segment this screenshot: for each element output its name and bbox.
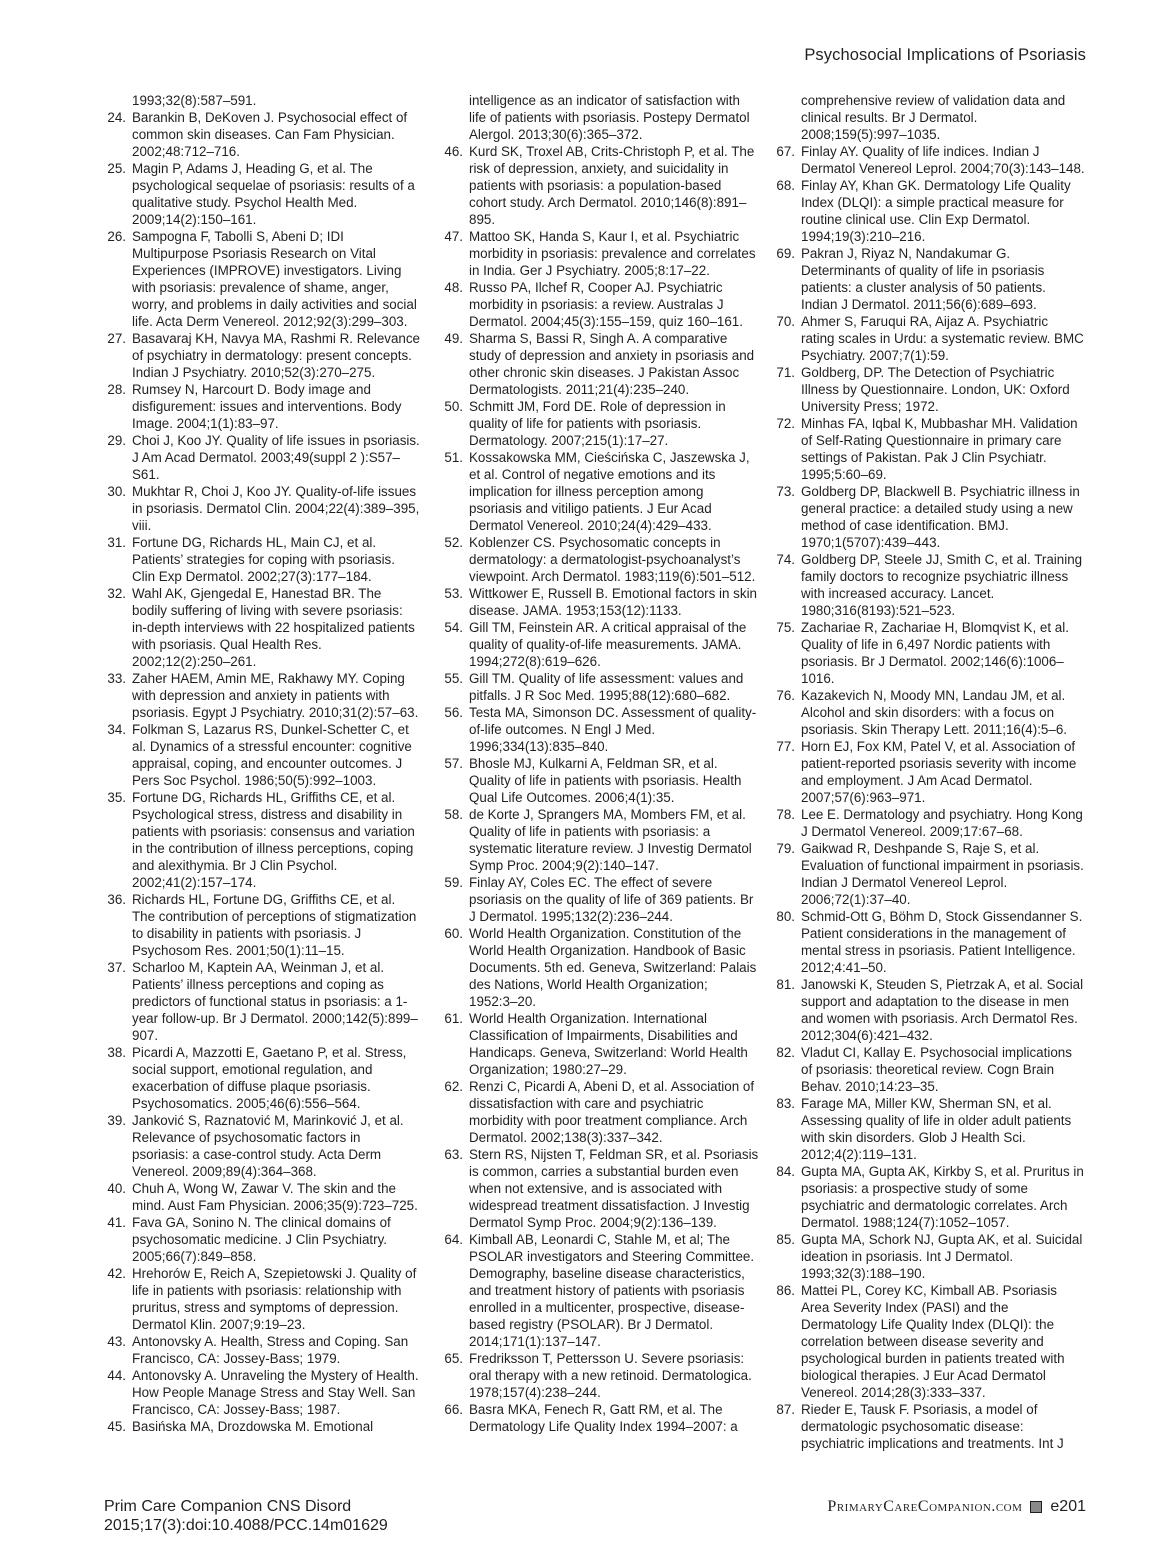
reference-number: 49.	[444, 331, 463, 346]
reference-item	[441, 1231, 759, 1350]
reference-number: 25.	[107, 161, 126, 176]
reference-item	[104, 789, 420, 891]
reference-item	[773, 1401, 1085, 1452]
reference-number: 45.	[107, 1419, 126, 1434]
reference-text: Chuh A, Wong W, Zawar V. The skin and the mind. Aust Fam Physician. 2006;35(9):723–725.	[132, 1181, 418, 1213]
reference-number: 83.	[776, 1096, 795, 1111]
reference-number: 74.	[776, 552, 795, 567]
reference-item	[773, 1231, 1085, 1282]
reference-number: 39.	[107, 1113, 126, 1128]
reference-text: Finlay AY, Khan GK. Dermatology Life Quality Index (DLQI): a simple practical measure for routine clinical use. Clin Exp Dermatol. 1994;19(3):210–216.	[801, 178, 1071, 244]
reference-text: Ahmer S, Faruqui RA, Aijaz A. Psychiatric rating scales in Urdu: a systematic review. BMC Psychiatry. 2007;7(1):59.	[801, 314, 1084, 363]
reference-text: Wittkower E, Russell B. Emotional factors in skin disease. JAMA. 1953;153(12):1133.	[469, 586, 757, 618]
reference-text: Richards HL, Fortune DG, Griffiths CE, et al. The contribution of perceptions of stigmatization to disability in patients with psoriasis. J Psychosom Res. 2001;50(1):11–15.	[132, 892, 417, 958]
reference-item	[441, 585, 759, 619]
reference-number: 37.	[107, 960, 126, 975]
reference-text: World Health Organization. Constitution of the World Health Organization. Handbook of Basic Documents. 5th ed. Geneva, Switzerland: Palais des Nations, World Health Organization; 1952:3–20.	[469, 926, 757, 1009]
reference-item	[104, 109, 420, 160]
reference-text: 1993;32(8):587–591.	[132, 93, 257, 108]
references-column-1	[104, 92, 420, 1435]
reference-text: World Health Organization. International Classification of Impairments, Disabilities and Handicaps. Geneva, Switzerland: World Health Organization; 1980:27–29.	[469, 1011, 748, 1077]
reference-item	[441, 755, 759, 806]
reference-text: Fortune DG, Richards HL, Main CJ, et al. Patients’ strategies for coping with psoriasis. Clin Exp Dermatol. 2002;27(3):177–184.	[132, 535, 395, 584]
reference-text: Kossakowska MM, Cieścińska C, Jaszewska J, et al. Control of negative emotions and its implication for illness perception among psoriasis and vitiligo patients. J Eur Acad Dermatol Venereol. 2010;24(4):429–433.	[469, 450, 750, 533]
reference-item	[773, 245, 1085, 313]
reference-item	[104, 1214, 420, 1265]
reference-number: 42.	[107, 1266, 126, 1281]
reference-item	[441, 1078, 759, 1146]
reference-text: Stern RS, Nijsten T, Feldman SR, et al. Psoriasis is common, carries a substantial burden even when not extensive, and is associated with widespread treatment dissatisfaction. J Investig Dermatol Symp Proc. 2004;9(2):136–139.	[469, 1147, 759, 1230]
reference-item	[773, 738, 1085, 806]
reference-number: 68.	[776, 178, 795, 193]
reference-item	[104, 228, 420, 330]
reference-text: Mattoo SK, Handa S, Kaur I, et al. Psychiatric morbidity in psoriasis: prevalence and correlates in India. Ger J Psychiatry. 2005;8:17–22.	[469, 229, 756, 278]
reference-item	[441, 92, 759, 143]
reference-item	[441, 1350, 759, 1401]
reference-text: Vladut CI, Kallay E. Psychosocial implications of psoriasis: theoretical review. Cogn Brain Behav. 2010;14:23–35.	[801, 1045, 1072, 1094]
reference-text: Mattei PL, Corey KC, Kimball AB. Psoriasis Area Severity Index (PASI) and the Dermatology Life Quality Index (DLQI): the correlation between disease severity and psychological burden in patients treated with biological therapies. J Eur Acad Dermatol Venereol. 2014;28(3):333–337.	[801, 1283, 1065, 1400]
reference-item	[104, 959, 420, 1044]
reference-text: Kazakevich N, Moody MN, Landau JM, et al. Alcohol and skin disorders: with a focus on psoriasis. Skin Therapy Lett. 2011;16(4):5–6.	[801, 688, 1067, 737]
reference-item	[773, 619, 1085, 687]
reference-number: 32.	[107, 586, 126, 601]
reference-text: Janković S, Raznatović M, Marinković J, et al. Relevance of psychosomatic factors in psoriasis: a case-control study. Acta Derm Venereol. 2009;89(4):364–368.	[132, 1113, 404, 1179]
reference-item	[441, 449, 759, 534]
reference-number: 28.	[107, 382, 126, 397]
reference-item	[441, 806, 759, 874]
reference-text: Horn EJ, Fox KM, Patel V, et al. Association of patient-reported psoriasis severity with income and employment. J Am Acad Dermatol. 2007;57(6):963–971.	[801, 739, 1077, 805]
reference-text: Pakran J, Riyaz N, Nandakumar G. Determinants of quality of life in psoriasis patients: a cluster analysis of 50 patients. Indian J Dermatol. 2011;56(6):689–693.	[801, 246, 1046, 312]
reference-item	[773, 92, 1085, 143]
reference-number: 43.	[107, 1334, 126, 1349]
reference-text: intelligence as an indicator of satisfaction with life of patients with psoriasis. Postepy Dermatol Alergol. 2013;30(6):365–372.	[469, 93, 750, 142]
reference-number: 67.	[776, 144, 795, 159]
reference-item	[104, 1418, 420, 1435]
reference-item	[441, 704, 759, 755]
journal-citation: 2015;17(3):doi:10.4088/PCC.14m01629	[104, 1517, 388, 1534]
reference-item	[773, 177, 1085, 245]
reference-item	[104, 534, 420, 585]
reference-item	[773, 806, 1085, 840]
reference-number: 72.	[776, 416, 795, 431]
reference-text: comprehensive review of validation data and clinical results. Br J Dermatol. 2008;159(5):997–1035.	[801, 93, 1066, 142]
reference-text: Gaikwad R, Deshpande S, Raje S, et al. Evaluation of functional impairment in psoriasis. Indian J Dermatol Venereol Leprol. 2006;72(1):37–40.	[801, 841, 1084, 907]
reference-number: 40.	[107, 1181, 126, 1196]
reference-number: 58.	[444, 807, 463, 822]
reference-item	[773, 840, 1085, 908]
reference-text: Sharma S, Bassi R, Singh A. A comparative study of depression and anxiety in psoriasis and other chronic skin diseases. J Pakistan Assoc Dermatologists. 2011;21(4):235–240.	[469, 331, 755, 397]
reference-number: 81.	[776, 977, 795, 992]
reference-item	[773, 483, 1085, 551]
reference-item	[104, 1265, 420, 1333]
reference-number: 69.	[776, 246, 795, 261]
reference-text: Basra MKA, Fenech R, Gatt RM, et al. The Dermatology Life Quality Index 1994–2007: a	[469, 1402, 738, 1434]
reference-number: 53.	[444, 586, 463, 601]
reference-text: Goldberg DP, Blackwell B. Psychiatric illness in general practice: a detailed study using a new method of case identification. BMJ. 1970;1(5707):439–443.	[801, 484, 1080, 550]
reference-text: Gill TM, Feinstein AR. A critical appraisal of the quality of quality-of-life measurements. JAMA. 1994;272(8):619–626.	[469, 620, 747, 669]
reference-text: Gupta MA, Gupta AK, Kirkby S, et al. Pruritus in psoriasis: a prospective study of some psychiatric and dermatologic correlates. Arch Dermatol. 1988;124(7):1052–1057.	[801, 1164, 1084, 1230]
reference-text: Antonovsky A. Health, Stress and Coping. San Francisco, CA: Jossey-Bass; 1979.	[132, 1334, 409, 1366]
reference-item	[441, 279, 759, 330]
reference-text: Scharloo M, Kaptein AA, Weinman J, et al. Patients’ illness perceptions and coping as predictors of functional status in psoriasis: a 1-year follow-up. Br J Dermatol. 2000;142(5):899–907.	[132, 960, 418, 1043]
references-column-2	[441, 92, 759, 1435]
reference-text: Gill TM. Quality of life assessment: values and pitfalls. J R Soc Med. 1995;88(12):680–682.	[469, 671, 744, 703]
reference-number: 31.	[107, 535, 126, 550]
reference-item	[441, 228, 759, 279]
reference-item	[104, 585, 420, 670]
reference-text: Picardi A, Mazzotti E, Gaetano P, et al. Stress, social support, emotional regulation, and exacerbation of diffuse plaque psoriasis. Psychosomatics. 2005;46(6):556–564.	[132, 1045, 407, 1111]
reference-text: Russo PA, Ilchef R, Cooper AJ. Psychiatric morbidity in psoriasis: a review. Australas J Dermatol. 2004;45(3):155–159, quiz 160–161.	[469, 280, 743, 329]
reference-text: Zaher HAEM, Amin ME, Rakhawy MY. Coping with depression and anxiety in patients with psoriasis. Egypt J Psychiatry. 2010;31(2):57–63.	[132, 671, 419, 720]
reference-text: Choi J, Koo JY. Quality of life issues in psoriasis. J Am Acad Dermatol. 2003;49(suppl 2 ):S57–S61.	[132, 433, 420, 482]
reference-number: 75.	[776, 620, 795, 635]
reference-item	[104, 891, 420, 959]
reference-item	[773, 976, 1085, 1044]
reference-number: 36.	[107, 892, 126, 907]
reference-number: 44.	[107, 1368, 126, 1383]
reference-item	[104, 1367, 420, 1418]
reference-number: 27.	[107, 331, 126, 346]
reference-number: 77.	[776, 739, 795, 754]
reference-text: Finlay AY. Quality of life indices. Indian J Dermatol Venereol Leprol. 2004;70(3):143–148.	[801, 144, 1085, 176]
reference-text: Goldberg DP, Steele JJ, Smith C, et al. Training family doctors to recognize psychiatric illness with increased accuracy. Lancet. 1980;316(8193):521–523.	[801, 552, 1083, 618]
reference-number: 71.	[776, 365, 795, 380]
reference-text: Kurd SK, Troxel AB, Crits-Christoph P, et al. The risk of depression, anxiety, and suicidality in patients with psoriasis: a population-based cohort study. Arch Dermatol. 2010;146(8):891–895.	[469, 144, 755, 227]
reference-number: 54.	[444, 620, 463, 635]
reference-item	[773, 415, 1085, 483]
reference-number: 46.	[444, 144, 463, 159]
reference-text: de Korte J, Sprangers MA, Mombers FM, et al. Quality of life in patients with psoriasis: a systematic literature review. J Investig Dermatol Symp Proc. 2004;9(2):140–147.	[469, 807, 752, 873]
reference-text: Rumsey N, Harcourt D. Body image and disfigurement: issues and interventions. Body Image. 2004;1(1):83–97.	[132, 382, 402, 431]
reference-number: 85.	[776, 1232, 795, 1247]
reference-number: 29.	[107, 433, 126, 448]
reference-number: 82.	[776, 1045, 795, 1060]
reference-number: 73.	[776, 484, 795, 499]
reference-number: 47.	[444, 229, 463, 244]
reference-text: Zachariae R, Zachariae H, Blomqvist K, et al. Quality of life in 6,497 Nordic patients with psoriasis. Br J Dermatol. 2002;146(6):1006–1016.	[801, 620, 1069, 686]
reference-item	[773, 687, 1085, 738]
reference-item	[104, 670, 420, 721]
reference-item	[773, 1163, 1085, 1231]
reference-number: 35.	[107, 790, 126, 805]
page-number: e201	[1050, 1498, 1086, 1515]
reference-item	[441, 398, 759, 449]
reference-item	[104, 483, 420, 534]
reference-number: 66.	[444, 1402, 463, 1417]
reference-number: 52.	[444, 535, 463, 550]
reference-number: 60.	[444, 926, 463, 941]
reference-number: 56.	[444, 705, 463, 720]
reference-number: 55.	[444, 671, 463, 686]
reference-item	[441, 330, 759, 398]
reference-text: Wahl AK, Gjengedal E, Hanestad BR. The bodily suffering of living with severe psoriasis: in-depth interviews with 22 hospitalized patients with psoriasis. Qual Health Res. 2002;12(2):250–261.	[132, 586, 415, 669]
reference-number: 84.	[776, 1164, 795, 1179]
reference-number: 80.	[776, 909, 795, 924]
reference-item	[441, 1146, 759, 1231]
reference-item	[441, 619, 759, 670]
reference-text: Farage MA, Miller KW, Sherman SN, et al. Assessing quality of life in older adult patients with skin disorders. Glob J Health Sci. 2012;4(2):119–131.	[801, 1096, 1072, 1162]
reference-item	[104, 92, 420, 109]
reference-item	[441, 1401, 759, 1435]
reference-text: Fortune DG, Richards HL, Griffiths CE, et al. Psychological stress, distress and disability in patients with psoriasis: consensus and variation in the contribution of illness perceptions, coping and alexithymia. Br J Clin Psychol. 2002;41(2):157–174.	[132, 790, 415, 890]
reference-text: Finlay AY, Coles EC. The effect of severe psoriasis on the quality of life of 369 patients. Br J Dermatol. 1995;132(2):236–244.	[469, 875, 754, 924]
reference-number: 33.	[107, 671, 126, 686]
reference-item	[773, 908, 1085, 976]
reference-text: Goldberg, DP. The Detection of Psychiatric Illness by Questionnaire. London, UK: Oxford University Press; 1972.	[801, 365, 1070, 414]
journal-name: Prim Care Companion CNS Disord	[104, 1498, 352, 1515]
reference-item	[104, 721, 420, 789]
site-link[interactable]: PrimaryCareCompanion.com	[827, 1498, 1023, 1515]
reference-number: 86.	[776, 1283, 795, 1298]
reference-item	[773, 1282, 1085, 1401]
reference-item	[441, 925, 759, 1010]
reference-item	[104, 330, 420, 381]
reference-number: 76.	[776, 688, 795, 703]
reference-text: Janowski K, Steuden S, Pietrzak A, et al. Social support and adaptation to the disease in men and women with psoriasis. Arch Dermatol Res. 2012;304(6):421–432.	[801, 977, 1084, 1043]
reference-text: Antonovsky A. Unraveling the Mystery of Health. How People Manage Stress and Stay Well. San Francisco, CA: Jossey-Bass; 1987.	[132, 1368, 419, 1417]
reference-item	[773, 313, 1085, 364]
reference-number: 38.	[107, 1045, 126, 1060]
reference-item	[104, 381, 420, 432]
reference-text: Rieder E, Tausk F. Psoriasis, a model of dermatologic psychosomatic disease: psychiatric implications and treatments. Int J	[801, 1402, 1064, 1451]
reference-text: Hrehorów E, Reich A, Szepietowski J. Quality of life in patients with psoriasis: relationship with pruritus, stress and symptoms of depression. Dermatol Klin. 2007;9:19–23.	[132, 1266, 417, 1332]
reference-text: Mukhtar R, Choi J, Koo JY. Quality-of-life issues in psoriasis. Dermatol Clin. 2004;22(4):389–395, viii.	[132, 484, 420, 533]
reference-item	[104, 1112, 420, 1180]
reference-number: 59.	[444, 875, 463, 890]
running-title: Psychosocial Implications of Psoriasis	[804, 46, 1086, 64]
reference-number: 34.	[107, 722, 126, 737]
reference-item	[104, 1044, 420, 1112]
reference-text: Minhas FA, Iqbal K, Mubbashar MH. Validation of Self-Rating Questionnaire in primary care settings of Pakistan. Pak J Clin Psychiatr. 1995;5:60–69.	[801, 416, 1078, 482]
reference-text: Gupta MA, Schork NJ, Gupta AK, et al. Suicidal ideation in psoriasis. Int J Dermatol. 1993;32(3):188–190.	[801, 1232, 1083, 1281]
square-icon	[1030, 1501, 1042, 1513]
reference-text: Renzi C, Picardi A, Abeni D, et al. Association of dissatisfaction with care and psychiatric morbidity with poor treatment compliance. Arch Dermatol. 2002;138(3):337–342.	[469, 1079, 755, 1145]
reference-text: Sampogna F, Tabolli S, Abeni D; IDI Multipurpose Psoriasis Research on Vital Experiences (IMPROVE) investigators. Living with psoriasis: prevalence of shame, anger, worry, and problems in daily activities and social life. Acta Derm Venereol. 2012;92(3):299–303.	[132, 229, 417, 329]
reference-number: 57.	[444, 756, 463, 771]
reference-number: 51.	[444, 450, 463, 465]
reference-number: 62.	[444, 1079, 463, 1094]
reference-number: 79.	[776, 841, 795, 856]
reference-text: Bhosle MJ, Kulkarni A, Feldman SR, et al. Quality of life in patients with psoriasis. Health Qual Life Outcomes. 2006;4(1):35.	[469, 756, 742, 805]
reference-item	[104, 432, 420, 483]
reference-text: Koblenzer CS. Psychosomatic concepts in dermatology: a dermatologist-psychoanalyst’s viewpoint. Arch Dermatol. 1983;119(6):501–512.	[469, 535, 756, 584]
reference-text: Fava GA, Sonino N. The clinical domains of psychosomatic medicine. J Clin Psychiatry. 2005;66(7):849–858.	[132, 1215, 391, 1264]
reference-item	[773, 551, 1085, 619]
reference-item	[104, 160, 420, 228]
reference-text: Lee E. Dermatology and psychiatry. Hong Kong J Dermatol Venereol. 2009;17:67–68.	[801, 807, 1083, 839]
reference-number: 65.	[444, 1351, 463, 1366]
reference-number: 26.	[107, 229, 126, 244]
reference-item	[441, 670, 759, 704]
reference-number: 48.	[444, 280, 463, 295]
references-column-3	[773, 92, 1085, 1452]
reference-number: 50.	[444, 399, 463, 414]
reference-text: Barankin B, DeKoven J. Psychosocial effect of common skin diseases. Can Fam Physician. 2002;48:712–716.	[132, 110, 408, 159]
reference-text: Schmid-Ott G, Böhm D, Stock Gissendanner S. Patient considerations in the management of mental stress in psoriasis. Patient Intelligence. 2012;4:41–50.	[801, 909, 1083, 975]
reference-number: 24.	[107, 110, 126, 125]
reference-item	[441, 143, 759, 228]
reference-number: 61.	[444, 1011, 463, 1026]
reference-item	[441, 534, 759, 585]
reference-number: 63.	[444, 1147, 463, 1162]
reference-number: 64.	[444, 1232, 463, 1247]
reference-item	[441, 874, 759, 925]
reference-text: Kimball AB, Leonardi C, Stahle M, et al; The PSOLAR investigators and Steering Committee. Demography, baseline disease characteristics, and treatment history of patients with psoriasis enrolled in a multicenter, prospective, disease-based registry (PSOLAR). Br J Dermatol. 2014;171(1):137–147.	[469, 1232, 755, 1349]
reference-item	[104, 1180, 420, 1214]
reference-item	[773, 1044, 1085, 1095]
reference-text: Fredriksson T, Pettersson U. Severe psoriasis: oral therapy with a new retinoid. Dermatologica. 1978;157(4):238–244.	[469, 1351, 752, 1400]
reference-item	[441, 1010, 759, 1078]
reference-item	[773, 143, 1085, 177]
reference-item	[104, 1333, 420, 1367]
footer-journal-info	[104, 1497, 388, 1535]
reference-text: Testa MA, Simonson DC. Assessment of quality-of-life outcomes. N Engl J Med. 1996;334(13):835–840.	[469, 705, 757, 754]
reference-item	[773, 1095, 1085, 1163]
footer-site-info	[827, 1497, 1086, 1516]
reference-text: Basavaraj KH, Navya MA, Rashmi R. Relevance of psychiatry in dermatology: present concepts. Indian J Psychiatry. 2010;52(3):270–275.	[132, 331, 421, 380]
reference-text: Folkman S, Lazarus RS, Dunkel-Schetter C, et al. Dynamics of a stressful encounter: cognitive appraisal, coping, and encounter outcomes. J Pers Soc Psychol. 1986;50(5):992–1003.	[132, 722, 412, 788]
reference-text: Basińska MA, Drozdowska M. Emotional	[132, 1419, 374, 1434]
reference-number: 78.	[776, 807, 795, 822]
reference-number: 70.	[776, 314, 795, 329]
reference-item	[773, 364, 1085, 415]
reference-number: 87.	[776, 1402, 795, 1417]
reference-number: 41.	[107, 1215, 126, 1230]
reference-text: Magin P, Adams J, Heading G, et al. The psychological sequelae of psoriasis: results of a qualitative study. Psychol Health Med. 2009;14(2):150–161.	[132, 161, 415, 227]
reference-number: 30.	[107, 484, 126, 499]
reference-text: Schmitt JM, Ford DE. Role of depression in quality of life for patients with psoriasis. Dermatology. 2007;215(1):17–27.	[469, 399, 726, 448]
